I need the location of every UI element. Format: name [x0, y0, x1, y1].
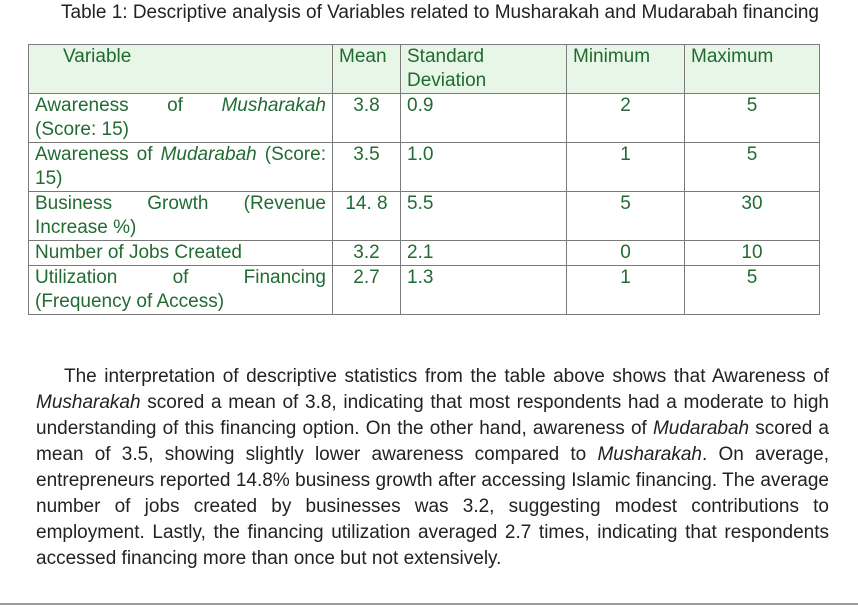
table-row — [29, 143, 820, 192]
header-variable: Variable — [29, 45, 333, 94]
cell-standard-deviation: 1.0 — [401, 143, 567, 192]
cell-variable: Awareness of Mudarabah (Score: 15) — [29, 143, 333, 192]
cell-maximum: 10 — [685, 241, 820, 266]
cell-mean: 3.8 — [333, 94, 401, 143]
cell-minimum: 2 — [567, 94, 685, 143]
table-row — [29, 241, 820, 266]
cell-mean: 14. 8 — [333, 192, 401, 241]
table-row — [29, 266, 820, 315]
cell-standard-deviation: 0.9 — [401, 94, 567, 143]
table-caption: Table 1: Descriptive analysis of Variables related to Musharakah and Mudarabah financing — [61, 2, 819, 23]
cell-standard-deviation: 5.5 — [401, 192, 567, 241]
header-mean: Mean — [333, 45, 401, 94]
cell-maximum: 5 — [685, 266, 820, 315]
cell-minimum: 0 — [567, 241, 685, 266]
cell-variable: Utilization of Financing (Frequency of Access) — [29, 266, 333, 315]
cell-mean: 2.7 — [333, 266, 401, 315]
cell-maximum: 5 — [685, 94, 820, 143]
cell-variable: Number of Jobs Created — [29, 241, 333, 266]
cell-standard-deviation: 2.1 — [401, 241, 567, 266]
cell-variable: Awareness of Musharakah (Score: 15) — [29, 94, 333, 143]
header-maximum: Maximum — [685, 45, 820, 94]
cell-mean: 3.2 — [333, 241, 401, 266]
cell-minimum: 5 — [567, 192, 685, 241]
table-row — [29, 94, 820, 143]
descriptive-statistics-table — [28, 44, 820, 315]
cell-mean: 3.5 — [333, 143, 401, 192]
cell-variable: Business Growth (Revenue Increase %) — [29, 192, 333, 241]
cell-minimum: 1 — [567, 266, 685, 315]
interpretation-paragraph: The interpretation of descriptive statistics from the table above shows that Awareness of Musharakah scored a mean of 3.8, indicating that most respondents had a moderate to high understanding of this financing option. On the other hand, awareness of Mudarabah scored a mean of 3.5, showing slightly lower awareness compared to Musharakah. On average, entrepreneurs reported 14.8% business growth after accessing Islamic financing. The average number of jobs created by businesses was 3.2, suggesting modest contributions to employment. Lastly, the financing utilization averaged 2.7 times, indicating that respondents accessed financing more than once but not extensively. — [36, 366, 830, 569]
cell-minimum: 1 — [567, 143, 685, 192]
table-row — [29, 192, 820, 241]
table-header-row — [29, 45, 820, 94]
header-standard-deviation: Standard Deviation — [401, 45, 567, 94]
bottom-divider — [0, 603, 858, 605]
cell-standard-deviation: 1.3 — [401, 266, 567, 315]
header-minimum: Minimum — [567, 45, 685, 94]
cell-maximum: 30 — [685, 192, 820, 241]
cell-maximum: 5 — [685, 143, 820, 192]
